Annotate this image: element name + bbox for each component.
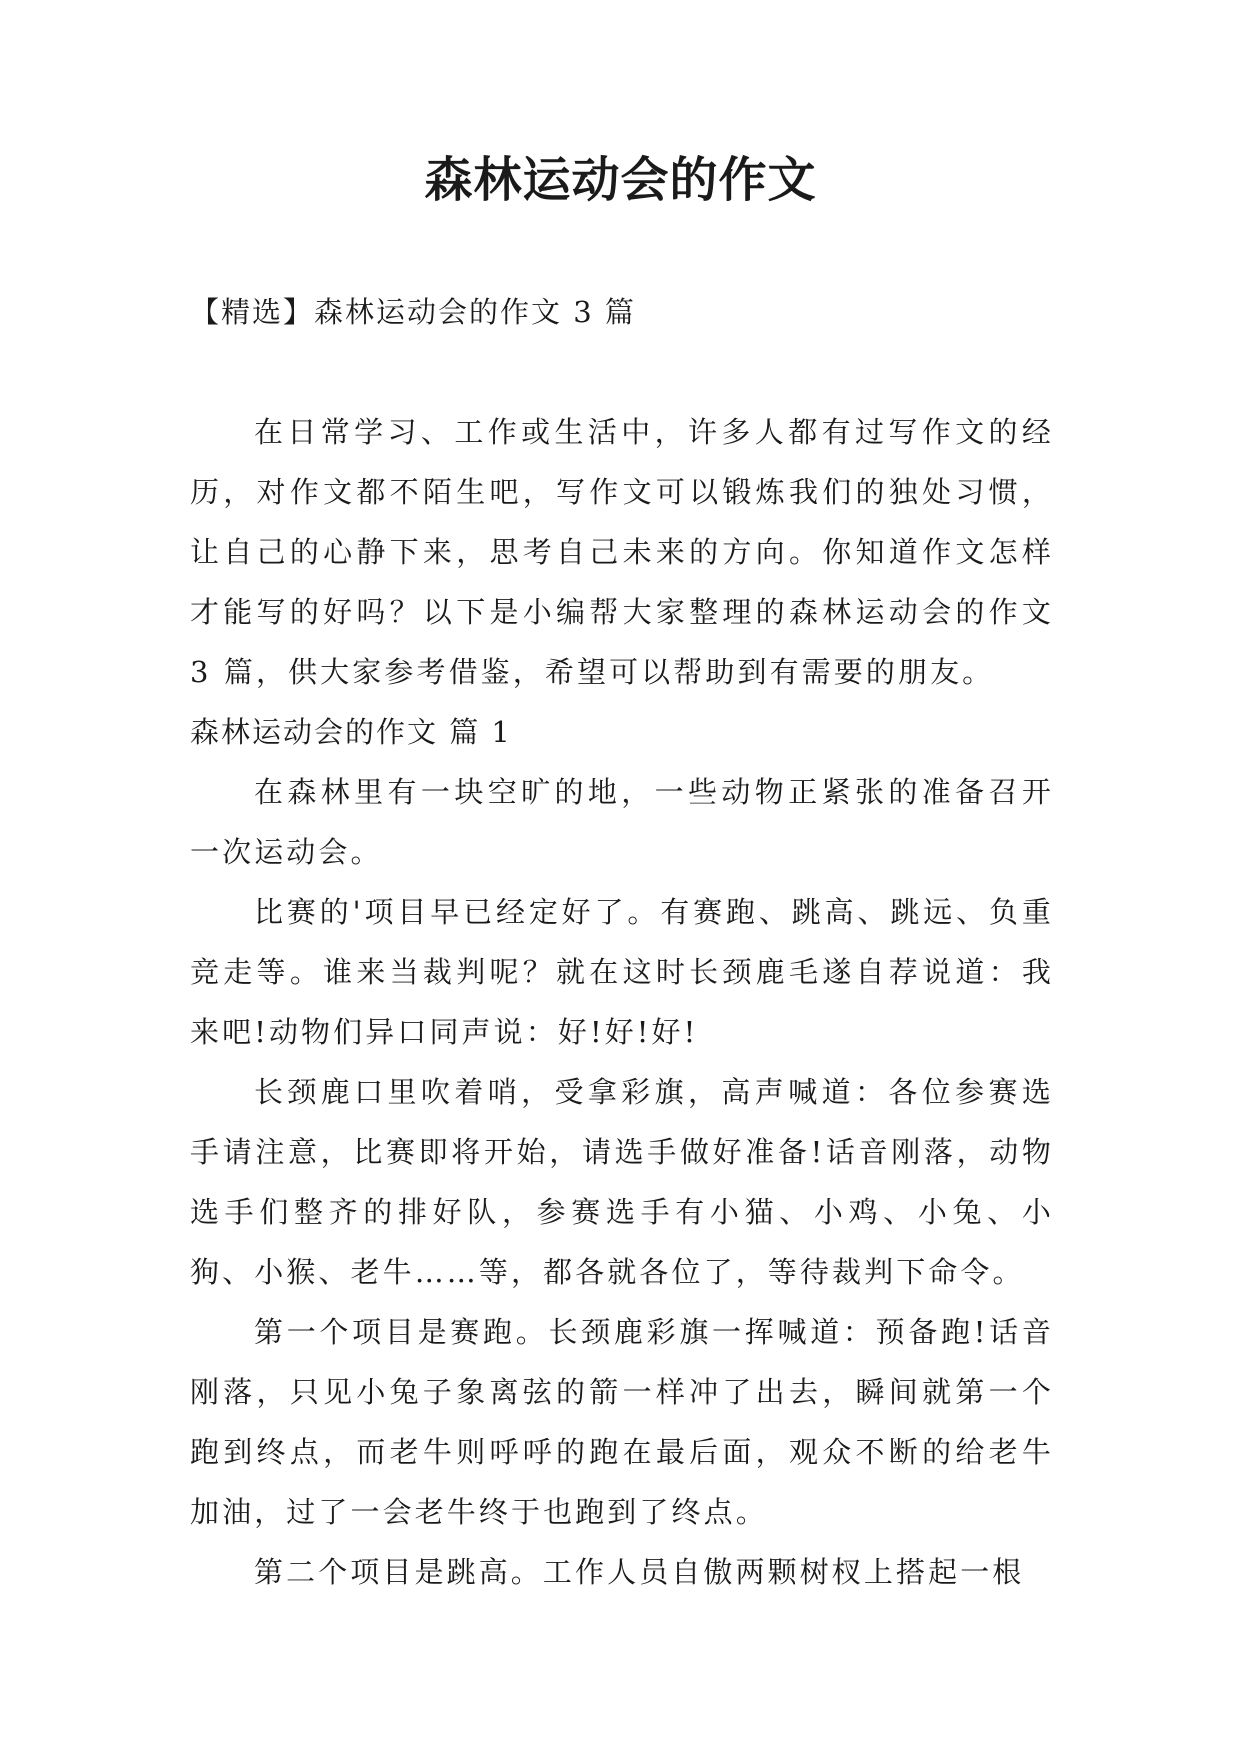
body-paragraph: 比赛的'项目早已经定好了。有赛跑、跳高、跳远、负重竞走等。谁来当裁判呢？就在这时长颈鹿毛遂自荐说道：我来吧!动物们异口同声说：好!好!好! xyxy=(190,895,1054,1049)
document-body xyxy=(190,402,1054,1602)
body-paragraph: 在森林里有一块空旷的地，一些动物正紧张的准备召开一次运动会。 xyxy=(190,775,1054,869)
document-title: 森林运动会的作文 xyxy=(424,152,817,208)
body-paragraph: 长颈鹿口里吹着哨，受拿彩旗，高声喊道：各位参赛选手请注意，比赛即将开始，请选手做好准备!话音刚落，动物选手们整齐的排好队，参赛选手有小猫、小鸡、小兔、小狗、小猴、老牛……等，都各就各位了，等待裁判下命令。 xyxy=(190,1075,1054,1289)
body-paragraph: 第二个项目是跳高。工作人员自傲两颗树杈上搭起一根 xyxy=(254,1555,1025,1589)
intro-paragraph: 在日常学习、工作或生活中，许多人都有过写作文的经历，对作文都不陌生吧，写作文可以锻炼我们的独处习惯，让自己的心静下来，思考自己未来的方向。你知道作文怎样才能写的好吗？以下是小编帮大家整理的森林运动会的作文 3 篇，供大家参考借鉴，希望可以帮助到有需要的朋友。 xyxy=(190,415,1054,689)
section-heading: 森林运动会的作文 篇 1 xyxy=(190,715,512,749)
body-paragraph: 第一个项目是赛跑。长颈鹿彩旗一挥喊道：预备跑!话音刚落，只见小兔子象离弦的箭一样冲了出去，瞬间就第一个跑到终点，而老牛则呼呼的跑在最后面，观众不断的给老牛加油，过了一会老牛终于也跑到了终点。 xyxy=(190,1315,1054,1529)
document-subtitle: 【精选】森林运动会的作文 3 篇 xyxy=(190,295,636,329)
